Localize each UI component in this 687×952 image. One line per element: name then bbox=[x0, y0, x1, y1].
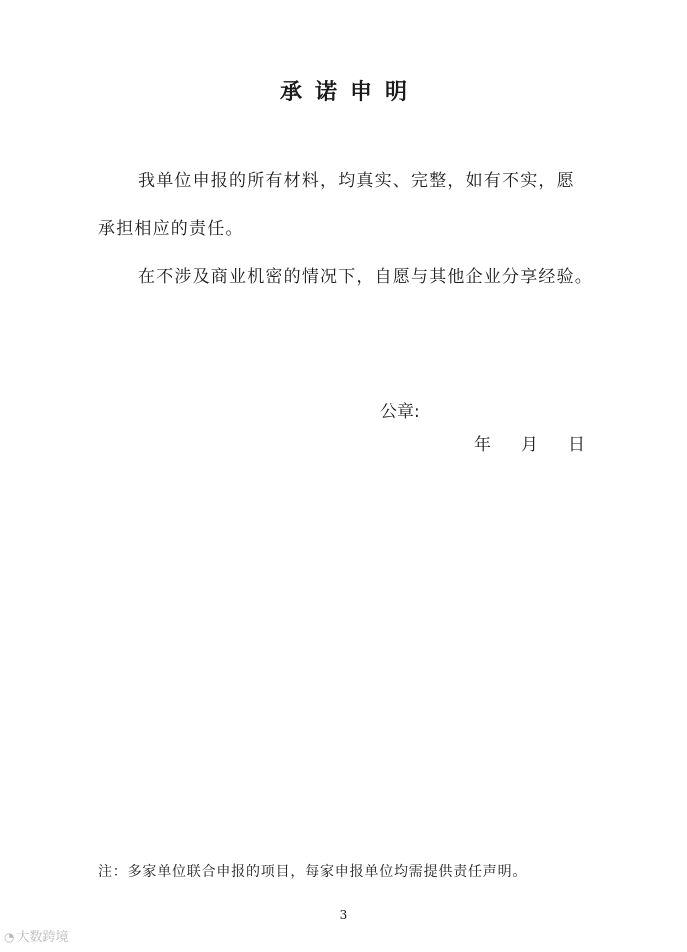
date-day-label: 日 bbox=[568, 435, 585, 455]
page-number: 3 bbox=[339, 908, 348, 922]
logo-icon: ◔ bbox=[4, 930, 15, 944]
paragraph-2: 在不涉及商业机密的情况下，自愿与其他企业分享经验。 bbox=[138, 267, 593, 287]
seal-label: 公章: bbox=[380, 402, 420, 422]
commitment-body bbox=[98, 157, 598, 301]
watermark bbox=[4, 928, 69, 947]
page-title: 承诺申明 bbox=[279, 80, 420, 105]
date-line bbox=[474, 431, 585, 459]
date-year-label: 年 bbox=[474, 435, 491, 455]
date-month-label: 月 bbox=[521, 435, 538, 455]
watermark-text: 大数跨境 bbox=[16, 930, 69, 945]
paragraph-1-line-1: 我单位申报的所有材料，均真实、完整，如有不实，愿 bbox=[138, 171, 575, 191]
paragraph-1-line-2: 承担相应的责任。 bbox=[98, 219, 244, 239]
footnote: 注：多家单位联合申报的项目，每家申报单位均需提供责任声明。 bbox=[98, 864, 528, 880]
